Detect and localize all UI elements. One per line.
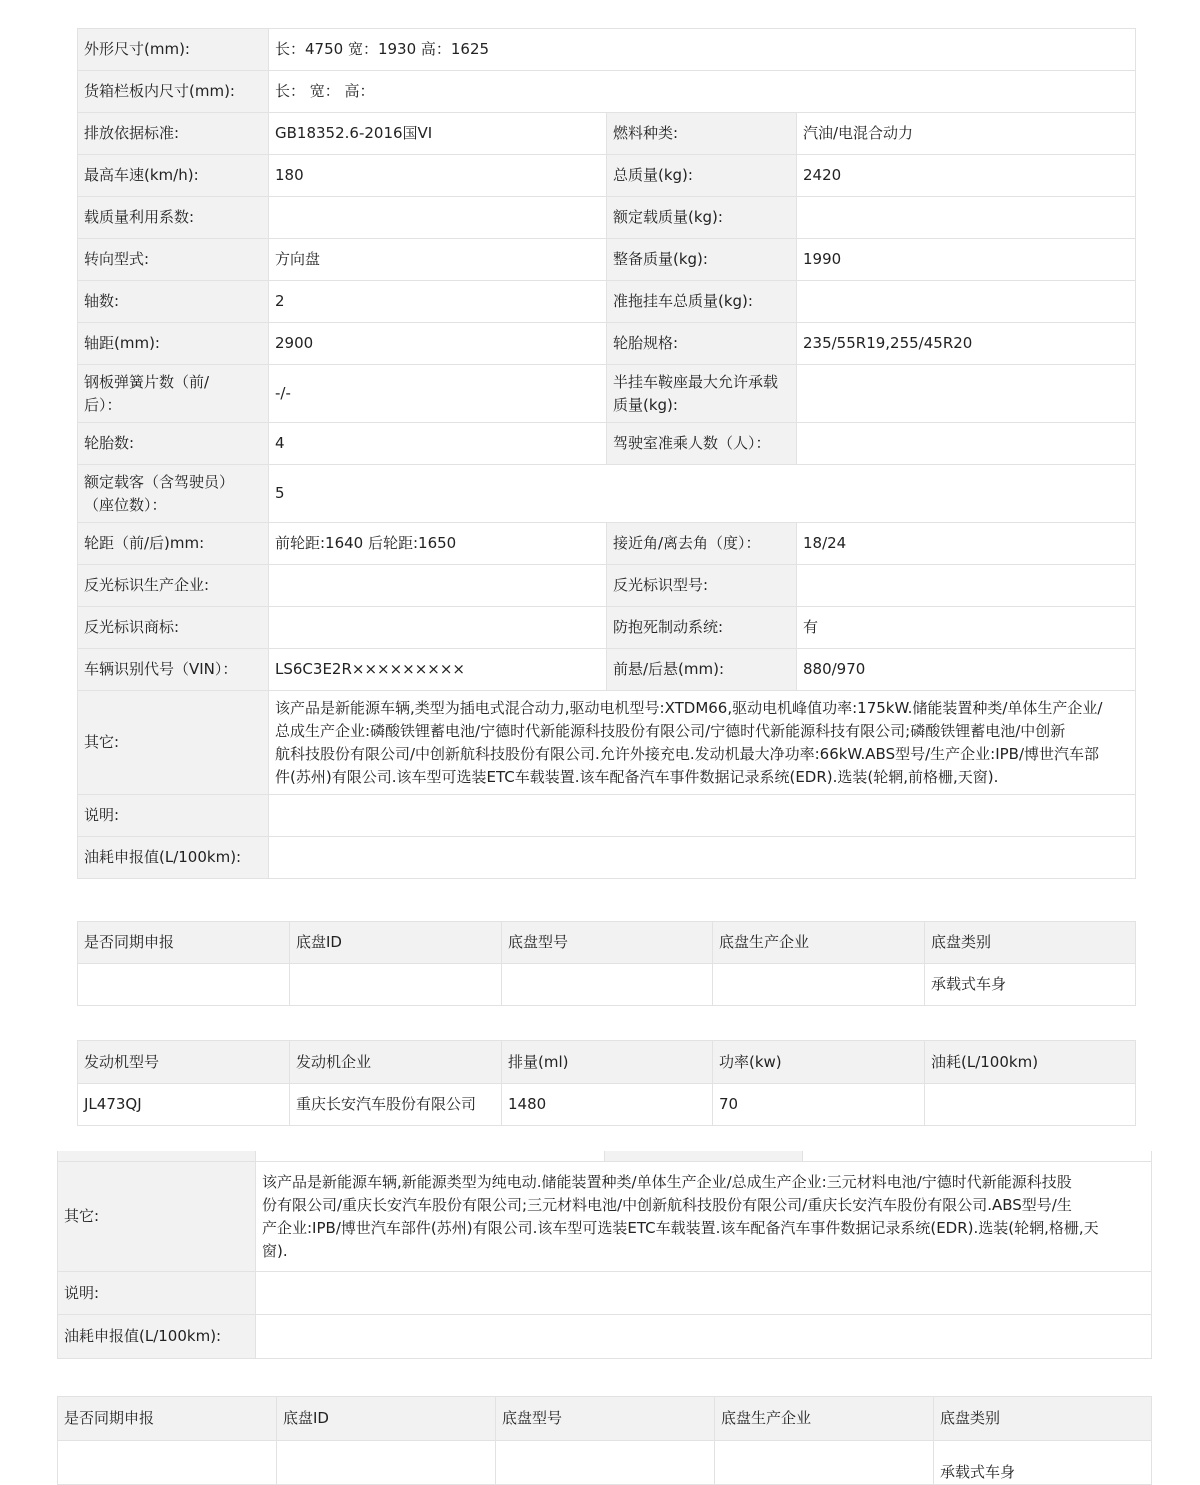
- spec-label: [607, 365, 797, 423]
- spec-label: 轴距(mm):: [78, 323, 269, 365]
- fuel-value: [256, 1315, 1152, 1359]
- spec-value: GB18352.6-2016国VI: [269, 113, 607, 155]
- spec-label-line: 后）：: [84, 395, 122, 414]
- table-row: [58, 1162, 1152, 1272]
- table-row: [58, 1272, 1152, 1315]
- spec-label: [78, 365, 269, 423]
- column-header: 底盘类别: [934, 1397, 1152, 1441]
- table-header-row: [78, 1041, 1136, 1084]
- spec-label-line: 额定载客（含驾驶员）: [84, 472, 235, 491]
- spec-label: 燃料种类:: [607, 113, 797, 155]
- table-row: [78, 607, 1136, 649]
- column-header: 底盘ID: [290, 922, 502, 964]
- table-row: [78, 465, 1136, 523]
- table-row: [78, 964, 1136, 1006]
- column-header: 底盘生产企业: [713, 922, 925, 964]
- blank-cell: [605, 1151, 803, 1162]
- other-line: 件(苏州)有限公司.该车型可选装ETC车载装置.该车配备汽车事件数据记录系统(EDR).选装(轮辋,前格栅,天窗).: [275, 767, 999, 786]
- table-row: [58, 1441, 1152, 1485]
- spec-value: 2420: [797, 155, 1136, 197]
- table-row: [78, 523, 1136, 565]
- spec-value: [269, 607, 607, 649]
- table-row: [58, 1151, 1152, 1162]
- spec-value: [269, 565, 607, 607]
- table-header-row: [58, 1397, 1152, 1441]
- table-cell: [496, 1441, 715, 1485]
- column-header: 发动机企业: [290, 1041, 502, 1084]
- table-row: [78, 29, 1136, 71]
- table-row: [78, 565, 1136, 607]
- spec-label: 车辆识别代号（VIN）：: [78, 649, 269, 691]
- spec-value: [797, 365, 1136, 423]
- spec-value: [269, 197, 607, 239]
- table-row: [78, 837, 1136, 879]
- spec-value: [797, 197, 1136, 239]
- column-header: 底盘类别: [925, 922, 1136, 964]
- spec-label: 总质量(kg):: [607, 155, 797, 197]
- table-row: [78, 365, 1136, 423]
- spec-label: [78, 465, 269, 523]
- spec-label: 轮距（前/后)mm:: [78, 523, 269, 565]
- spec-value: 2900: [269, 323, 607, 365]
- table-row: [78, 323, 1136, 365]
- note-value: [256, 1272, 1152, 1315]
- spec-value: 4: [269, 423, 607, 465]
- spec-label: 准拖挂车总质量(kg):: [607, 281, 797, 323]
- spec-value: [797, 565, 1136, 607]
- spec-value: 方向盘: [269, 239, 607, 281]
- spec-value: 18/24: [797, 523, 1136, 565]
- table-cell: [58, 1441, 277, 1485]
- spec-value: 前轮距:1640 后轮距:1650: [269, 523, 607, 565]
- spec-value: 880/970: [797, 649, 1136, 691]
- table-cell: 重庆长安汽车股份有限公司: [290, 1084, 502, 1126]
- table-row: [78, 423, 1136, 465]
- table-row: [58, 1315, 1152, 1359]
- table-row: [78, 1084, 1136, 1126]
- spec-label: 接近角/离去角（度）：: [607, 523, 797, 565]
- table-cell: [290, 964, 502, 1006]
- spec-label: 转向型式:: [78, 239, 269, 281]
- vehicle-spec-table-2: [57, 1151, 1152, 1359]
- other-line: 窗).: [262, 1241, 288, 1260]
- table-cell: 承载式车身: [925, 964, 1136, 1006]
- spec-label: 轮胎数:: [78, 423, 269, 465]
- spec-value: 5: [269, 465, 1136, 523]
- column-header: 底盘生产企业: [715, 1397, 934, 1441]
- table-row: [78, 197, 1136, 239]
- column-header: 功率(kw): [713, 1041, 925, 1084]
- other-line: 该产品是新能源车辆,新能源类型为纯电动.储能装置种类/单体生产企业/总成生产企业:三元材料电池/宁德时代新能源科技股: [262, 1172, 1072, 1191]
- table-cell: [78, 964, 290, 1006]
- spec-value: 180: [269, 155, 607, 197]
- table-row: [78, 691, 1136, 795]
- spec-value: 235/55R19,255/45R20: [797, 323, 1136, 365]
- chassis-table: [77, 921, 1136, 1006]
- spec-label-line: 钢板弹簧片数（前/: [84, 372, 210, 391]
- spec-label: 最高车速(km/h):: [78, 155, 269, 197]
- table-cell: [502, 964, 713, 1006]
- table-row: [78, 795, 1136, 837]
- table-row: [78, 649, 1136, 691]
- column-header: 底盘ID: [277, 1397, 496, 1441]
- blank-cell: [256, 1151, 605, 1162]
- spec-value: 1990: [797, 239, 1136, 281]
- spec-label: 轴数:: [78, 281, 269, 323]
- spec-label: 载质量利用系数:: [78, 197, 269, 239]
- chassis-table-2: [57, 1396, 1152, 1485]
- blank-cell: [803, 1151, 1152, 1162]
- table-row: [78, 155, 1136, 197]
- note-label: 说明:: [58, 1272, 256, 1315]
- spec-label: 额定载质量(kg):: [607, 197, 797, 239]
- spec-value: [797, 423, 1136, 465]
- spec-value: 汽油/电混合动力: [797, 113, 1136, 155]
- other-line: 该产品是新能源车辆,类型为插电式混合动力,驱动电机型号:XTDM66,驱动电机峰值功率:175kW.储能装置种类/单体生产企业/: [275, 698, 1103, 717]
- table-cell: 承载式车身: [934, 1441, 1152, 1485]
- spec-label: 防抱死制动系统:: [607, 607, 797, 649]
- other-line: 份有限公司/重庆长安汽车股份有限公司;三元材料电池/中创新航科技股份有限公司/重庆长安汽车股份有限公司.ABS型号/生: [262, 1195, 1072, 1214]
- note-label: 说明:: [78, 795, 269, 837]
- engine-table: [77, 1040, 1136, 1126]
- fuel-value: [269, 837, 1136, 879]
- spec-label: 货箱栏板内尺寸(mm):: [78, 71, 269, 113]
- fuel-label: 油耗申报值(L/100km):: [58, 1315, 256, 1359]
- spec-label-line: 质量(kg):: [613, 395, 678, 414]
- other-line: 航科技股份有限公司/中创新航科技股份有限公司.允许外接充电.发动机最大净功率:66kW.ABS型号/生产企业:IPB/博世汽车部: [275, 744, 1100, 763]
- table-cell: [715, 1441, 934, 1485]
- other-line: 总成生产企业:磷酸铁锂蓄电池/宁德时代新能源科技股份有限公司/宁德时代新能源科技有限公司;磷酸铁锂蓄电池/中创新: [275, 721, 1066, 740]
- spec-value: 2: [269, 281, 607, 323]
- column-header: 是否同期申报: [78, 922, 290, 964]
- spec-label: 外形尺寸(mm):: [78, 29, 269, 71]
- table-row: [78, 113, 1136, 155]
- vehicle-spec-table: [77, 28, 1136, 879]
- spec-label: 轮胎规格:: [607, 323, 797, 365]
- table-header-row: [78, 922, 1136, 964]
- fuel-label: 油耗申报值(L/100km):: [78, 837, 269, 879]
- spec-label: 驾驶室准乘人数（人）：: [607, 423, 797, 465]
- other-value: [256, 1162, 1152, 1272]
- spec-label: 反光标识型号:: [607, 565, 797, 607]
- spec-label: 前悬/后悬(mm):: [607, 649, 797, 691]
- table-row: [78, 71, 1136, 113]
- spec-label-line: 半挂车鞍座最大允许承载: [613, 372, 779, 391]
- other-line: 产企业:IPB/博世汽车部件(苏州)有限公司.该车型可选装ETC车载装置.该车配备汽车事件数据记录系统(EDR).选装(轮辋,格栅,天: [262, 1218, 1099, 1237]
- column-header: 发动机型号: [78, 1041, 290, 1084]
- other-label: 其它:: [78, 691, 269, 795]
- spec-value: [797, 281, 1136, 323]
- note-value: [269, 795, 1136, 837]
- column-header: 底盘型号: [502, 922, 713, 964]
- spec-label: 反光标识生产企业:: [78, 565, 269, 607]
- column-header: 油耗(L/100km): [925, 1041, 1136, 1084]
- spec-value: -/-: [269, 365, 607, 423]
- table-cell: [277, 1441, 496, 1485]
- spec-label: 整备质量(kg):: [607, 239, 797, 281]
- other-value: [269, 691, 1136, 795]
- column-header: 是否同期申报: [58, 1397, 277, 1441]
- spec-label: 排放依据标准:: [78, 113, 269, 155]
- table-row: [78, 281, 1136, 323]
- spec-label-line: （座位数）：: [84, 495, 167, 514]
- column-header: 排量(ml): [502, 1041, 713, 1084]
- spec-label: 反光标识商标:: [78, 607, 269, 649]
- spec-value: LS6C3E2R×××××××××: [269, 649, 607, 691]
- table-cell: 1480: [502, 1084, 713, 1126]
- spec-value: 有: [797, 607, 1136, 649]
- table-cell: JL473QJ: [78, 1084, 290, 1126]
- spec-value: 长：4750 宽：1930 高：1625: [269, 29, 1136, 71]
- table-cell: [713, 964, 925, 1006]
- column-header: 底盘型号: [496, 1397, 715, 1441]
- table-cell: 70: [713, 1084, 925, 1126]
- spec-value: 长： 宽： 高：: [269, 71, 1136, 113]
- table-row: [78, 239, 1136, 281]
- other-label: 其它:: [58, 1162, 256, 1272]
- blank-cell: [58, 1151, 256, 1162]
- table-cell: [925, 1084, 1136, 1126]
